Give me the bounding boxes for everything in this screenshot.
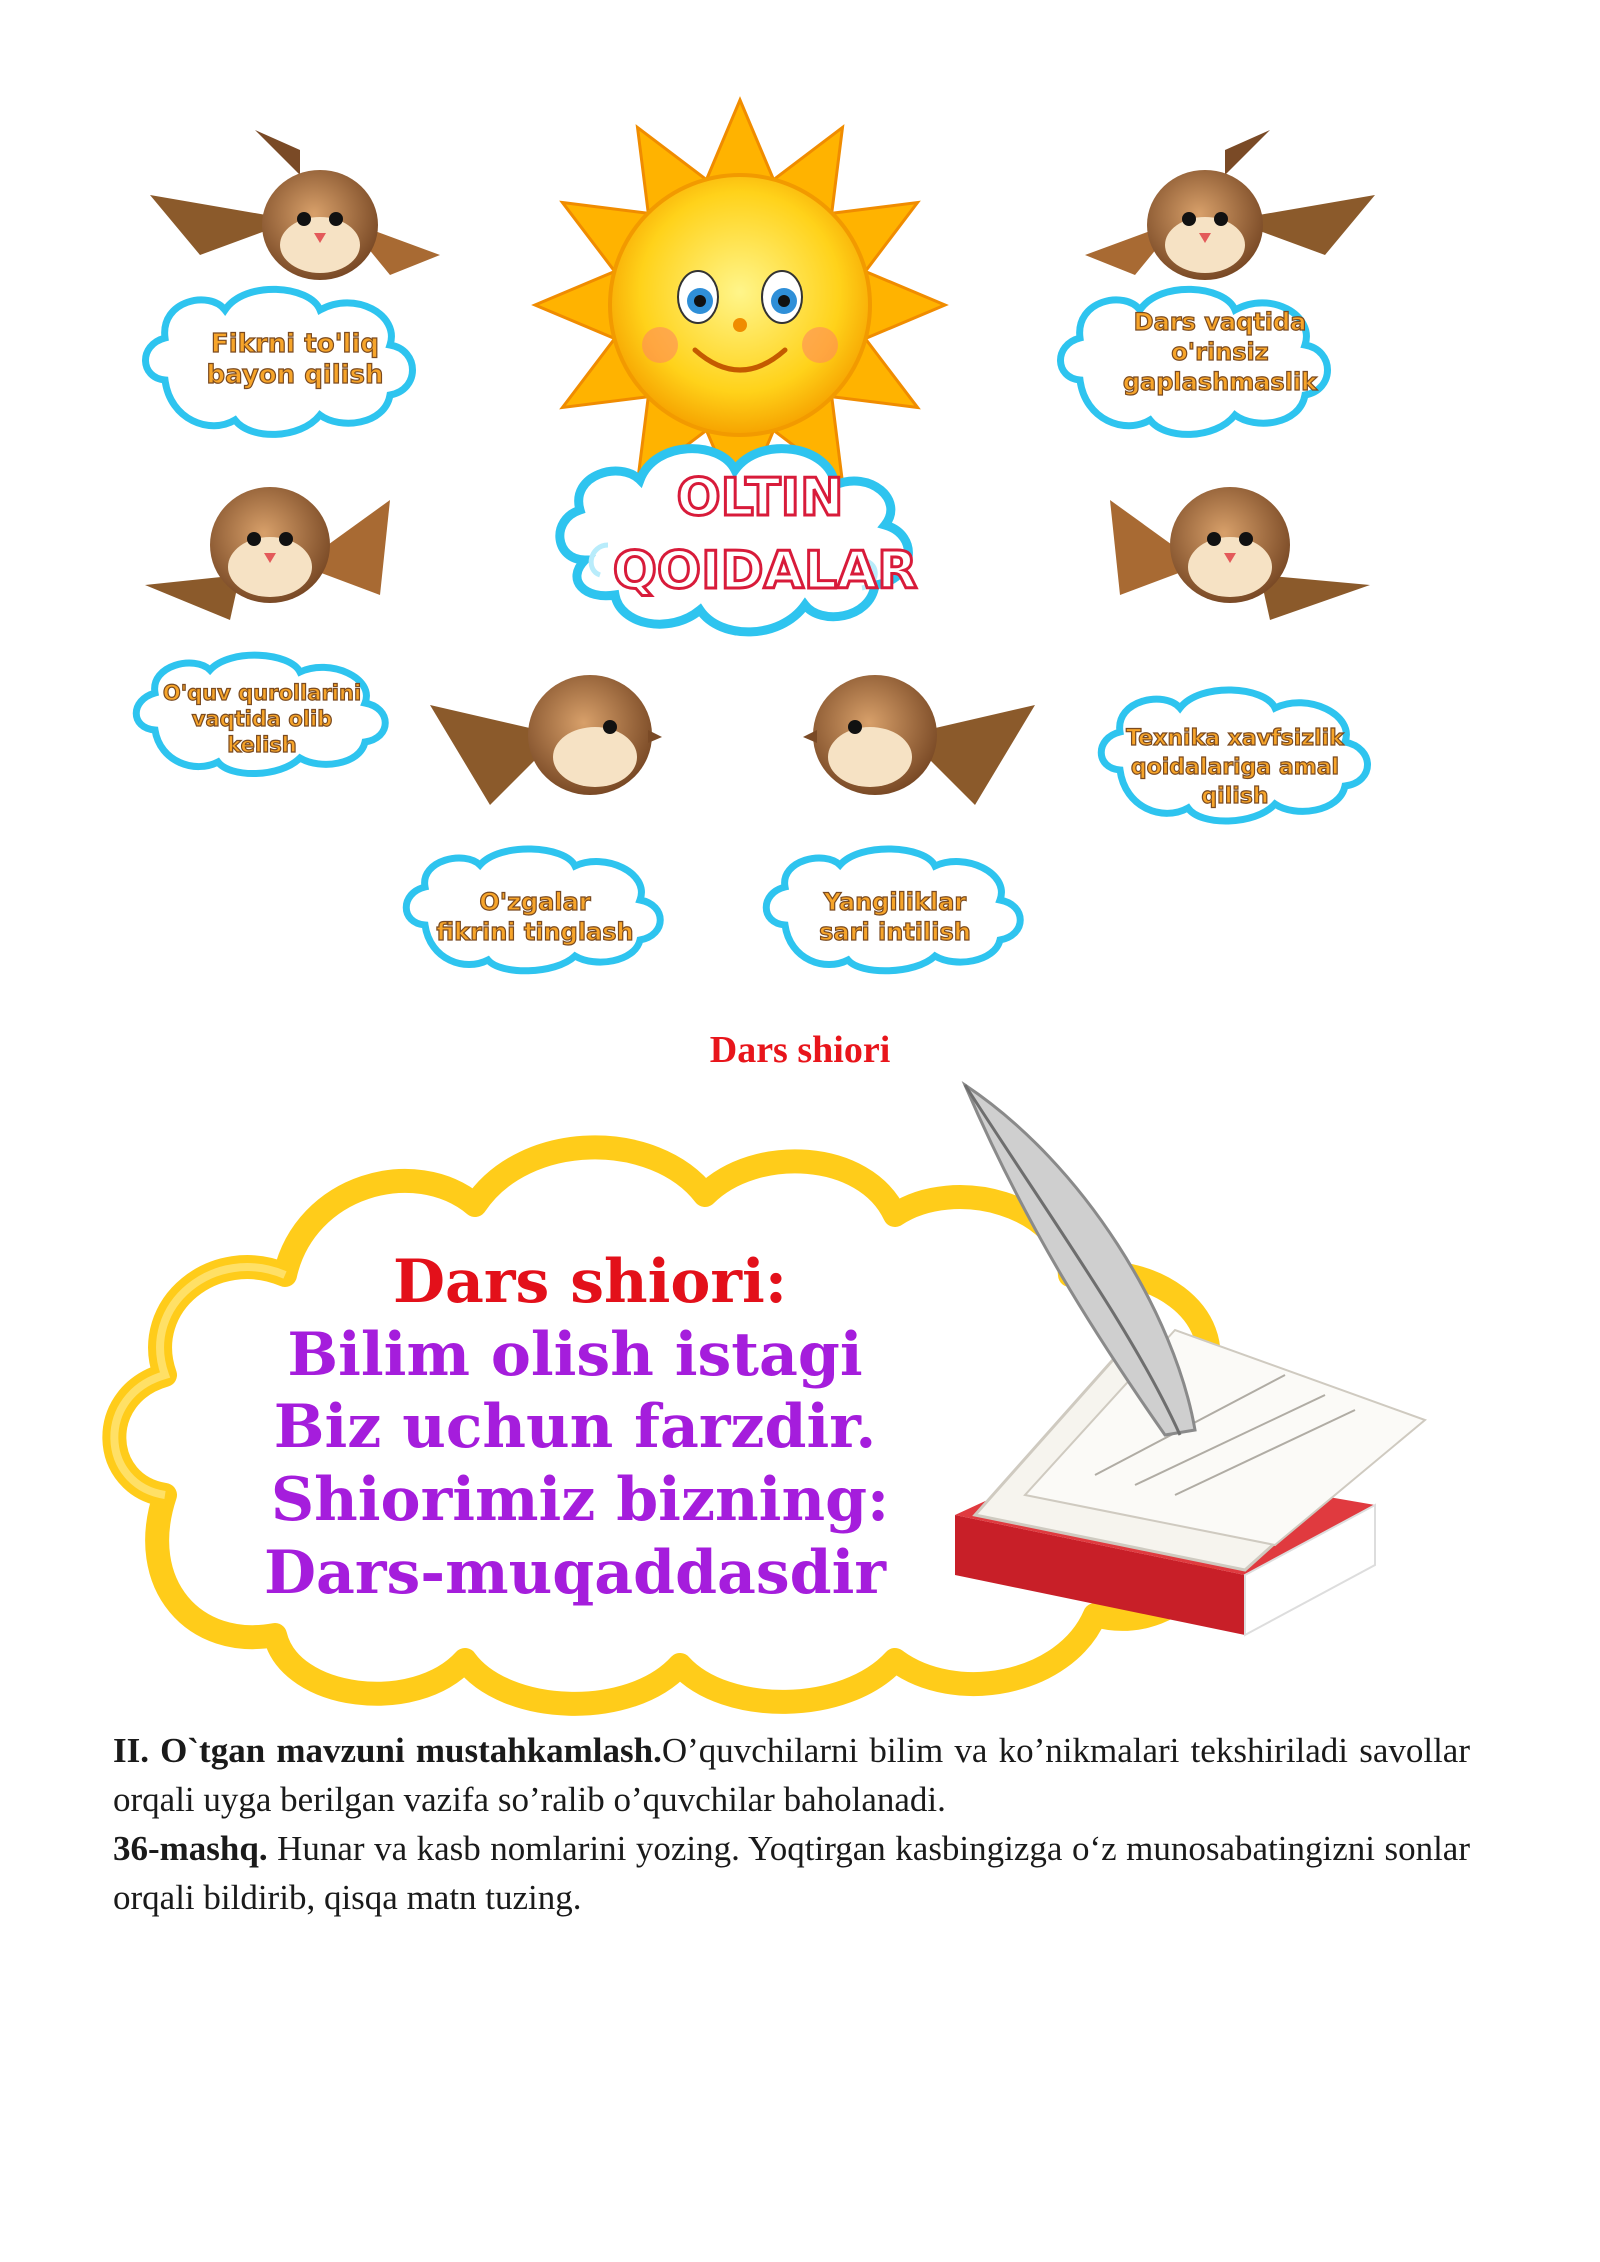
section-text: O’quvchilarni bilim va ko’nikmalari tekshiriladi savollar orqali uyga berilgan vazifa so’ralib o’quvchilar baholanadi.: [113, 1731, 1470, 1819]
poster-title-line2: QOIDALAR: [612, 541, 918, 601]
sparrow-illustration: [1085, 130, 1375, 280]
lesson-paragraph: [113, 1726, 1470, 1922]
sparrow-illustration: [1110, 487, 1370, 620]
motto-line: Biz uchun farzdir.: [273, 1392, 877, 1462]
sparrow-illustration: [145, 487, 390, 620]
motto-line: Dars-muqaddasdir: [263, 1538, 887, 1608]
rule-text: bayon qilish: [206, 360, 384, 390]
rule-text: O'zgalar: [479, 888, 591, 916]
rule-text: qoidalariga amal: [1130, 755, 1340, 780]
motto-line: Bilim olish istagi: [287, 1320, 863, 1390]
rule-text: Yangiliklar: [823, 888, 967, 916]
rule-text: fikrini tinglash: [436, 918, 634, 946]
sparrow-illustration: [430, 675, 662, 805]
section-caption: Dars shiori: [709, 1029, 891, 1071]
sparrow-illustration: [150, 130, 440, 280]
section-label: II. O`tgan mavzuni mustahkamlash.: [113, 1731, 662, 1770]
rule-text: Fikrni to'liq: [211, 329, 379, 359]
motto-heading: Dars shiori:: [393, 1247, 787, 1317]
rule-text: qilish: [1201, 784, 1269, 809]
rule-text: vaqtida olib: [191, 707, 333, 731]
poster-title-line1: OLTIN: [676, 468, 844, 528]
rule-text: O'quv qurollarini: [162, 681, 362, 705]
rule-text: kelish: [227, 733, 297, 757]
motto-banner: [95, 1075, 1505, 1735]
golden-rules-poster: [0, 0, 1600, 1010]
sun-illustration: [535, 100, 945, 510]
rule-text: Texnika xavfsizlik: [1126, 726, 1344, 751]
exercise-text: Hunar va kasb nomlarini yozing. Yoqtirgan kasbingizga o‘z munosabatingizni sonlar orqali bildirib, qisqa matn tuzing.: [113, 1829, 1470, 1917]
rule-text: Dars vaqtida: [1133, 308, 1307, 336]
motto-line: Shiorimiz bizning:: [270, 1465, 890, 1535]
rule-text: o'rinsiz: [1171, 338, 1269, 366]
rule-text: sari intilish: [819, 918, 971, 946]
rule-text: gaplashmaslik: [1122, 368, 1318, 396]
exercise-label: 36-mashq.: [113, 1829, 268, 1868]
sparrow-illustration: [803, 675, 1035, 805]
